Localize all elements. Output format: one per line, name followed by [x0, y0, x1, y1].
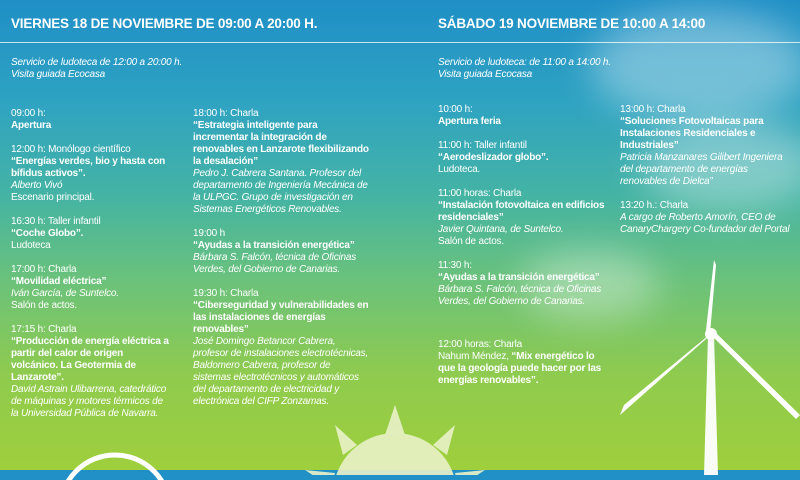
event-title-text: “Mix energético lo que la geología puede hacer por las energías renovables”.	[438, 351, 602, 386]
event-item	[11, 108, 169, 132]
friday-intro-line: Servicio de ludoteca de 12:00 a 20:00 h.	[11, 57, 183, 68]
event-item	[438, 104, 614, 128]
event-time: 19:00 h	[193, 228, 225, 239]
event-item	[438, 188, 614, 248]
event-item	[11, 264, 169, 312]
event-speaker: Patricia Manzanares Gilibert Ingeniera del departamento de energías renovables de Dielca”	[620, 152, 783, 187]
event-item	[438, 260, 614, 308]
event-speaker: Javier Quintana, de Suntelco.	[438, 224, 564, 235]
event-time: 18:00 h: Charla	[193, 108, 259, 119]
event-item	[193, 288, 369, 408]
event-title: “Ciberseguridad y vulnerabilidades en las instalaciones de energías renovables”	[193, 300, 369, 335]
wind-turbine-icon	[610, 255, 800, 475]
event-item	[11, 216, 169, 252]
event-title: “Instalación fotovoltaica en edificios residenciales”	[438, 200, 605, 223]
event-item	[620, 200, 795, 236]
friday-intro-line: Visita guiada Ecocasa	[11, 69, 106, 80]
friday-intro	[11, 57, 311, 81]
event-speaker: Alberto Vivó	[11, 180, 63, 191]
event-time: 11:00 h: Taller infantil	[438, 140, 527, 151]
event-title: Apertura	[11, 120, 52, 131]
event-speaker: David Astrain Ulibarrena, catedrático de máquinas y motores térmicos de la Universidad Pública de Navarra.	[11, 384, 167, 419]
friday-heading: VIERNES 18 DE NOVIEMBRE DE 09:00 A 20:00 H.	[11, 16, 318, 31]
event-time: 11:30 h:	[438, 260, 472, 271]
event-title: “Ayudas a la transición energética”	[438, 272, 600, 283]
event-time: 10:00 h:	[438, 104, 473, 115]
event-time: 17:15 h: Charla	[11, 324, 77, 335]
event-title: “Coche Globo”.	[11, 228, 84, 239]
event-title: “Energías verdes, bio y hasta con bífidus activos”.	[11, 156, 166, 179]
event-title: “Aerodeslizador globo”.	[438, 152, 549, 163]
event-item	[11, 324, 169, 420]
event-title: “Estrategia inteligente para incrementar la integración de renovables en Lanzarote flexibilizando la desalación”	[193, 120, 369, 167]
event-time: 17:00 h: Charla	[11, 264, 77, 275]
friday-column-1	[11, 108, 169, 432]
saturday-column-2	[620, 104, 795, 248]
circle-decoration-icon	[50, 440, 180, 480]
event-time: 13:00 h: Charla	[620, 104, 686, 115]
saturday-event-mix	[438, 339, 608, 387]
event-title: Apertura feria	[438, 116, 501, 127]
event-item	[438, 140, 614, 176]
friday-column-2	[193, 108, 369, 420]
event-location: Ludoteca.	[438, 164, 481, 175]
header-bar	[0, 0, 800, 43]
event-time: 19:30 h: Charla	[193, 288, 259, 299]
event-time: 13:20 h.: Charla	[620, 200, 688, 211]
event-location: Salón de actos.	[11, 300, 77, 311]
event-location: Escenario principal.	[11, 192, 95, 203]
event-speaker: Iván García, de Suntelco.	[11, 288, 119, 299]
event-time: 16:30 h: Taller infantil	[11, 216, 101, 227]
event-location: Ludoteca	[11, 240, 51, 251]
event-title: “Soluciones Fotovoltaicas para Instalaciones Residenciales e Industriales”	[620, 116, 764, 151]
event-item	[620, 104, 795, 188]
event-title: “Ayudas a la transición energética”	[193, 240, 355, 251]
saturday-intro-line: Visita guiada Ecocasa	[438, 69, 533, 80]
event-item	[11, 144, 169, 204]
event-item	[193, 108, 369, 216]
event-speaker: Nahum Méndez,	[438, 351, 512, 362]
saturday-column-1	[438, 104, 614, 320]
saturday-heading: SÁBADO 19 NOVIEMBRE DE 10:00 A 14:00	[438, 16, 706, 31]
event-speaker: Bárbara S. Falcón, técnica de Oficinas Verdes, del Gobierno de Canarias.	[193, 252, 357, 275]
event-time: 09:00 h:	[11, 108, 46, 119]
event-speaker: Pedro J. Cabrera Santana. Profesor del departamento de Ingeniería Mecánica de la ULPGC. Grupo de investigación en Sistemas Energéticos Renovables.	[193, 168, 368, 215]
event-time: 12:00 h: Monólogo científico	[11, 144, 131, 155]
saturday-intro-line: Servicio de ludoteca: de 11:00 a 14:00 h.	[438, 57, 611, 68]
event-speaker: A cargo de Roberto Amorín, CEO de CanaryChargery Co-fundador del Portal	[620, 212, 790, 235]
event-time: 12:00 horas: Charla	[438, 339, 523, 350]
event-location: Salón de actos.	[438, 236, 504, 247]
event-title: “Movilidad eléctrica”	[11, 276, 107, 287]
event-title	[438, 351, 608, 387]
event-item	[193, 228, 369, 276]
event-time: 11:00 horas: Charla	[438, 188, 522, 199]
event-title: “Producción de energía eléctrica a partir del calor de origen volcánico. La Geotermia de Lanzarote”.	[11, 336, 169, 383]
saturday-intro	[438, 57, 738, 81]
event-speaker: Bárbara S. Falcón, técnica de Oficinas Verdes, del Gobierno de Canarias.	[438, 284, 602, 307]
event-speaker: José Domingo Betancor Cabrera, profesor de instalaciones electrotécnicas, Baldomero Cabrera, profesor de sistemas electrotécnicos y automáticos del departamento de electricidad y electrónica del CIFP Zonzamas.	[193, 336, 369, 407]
